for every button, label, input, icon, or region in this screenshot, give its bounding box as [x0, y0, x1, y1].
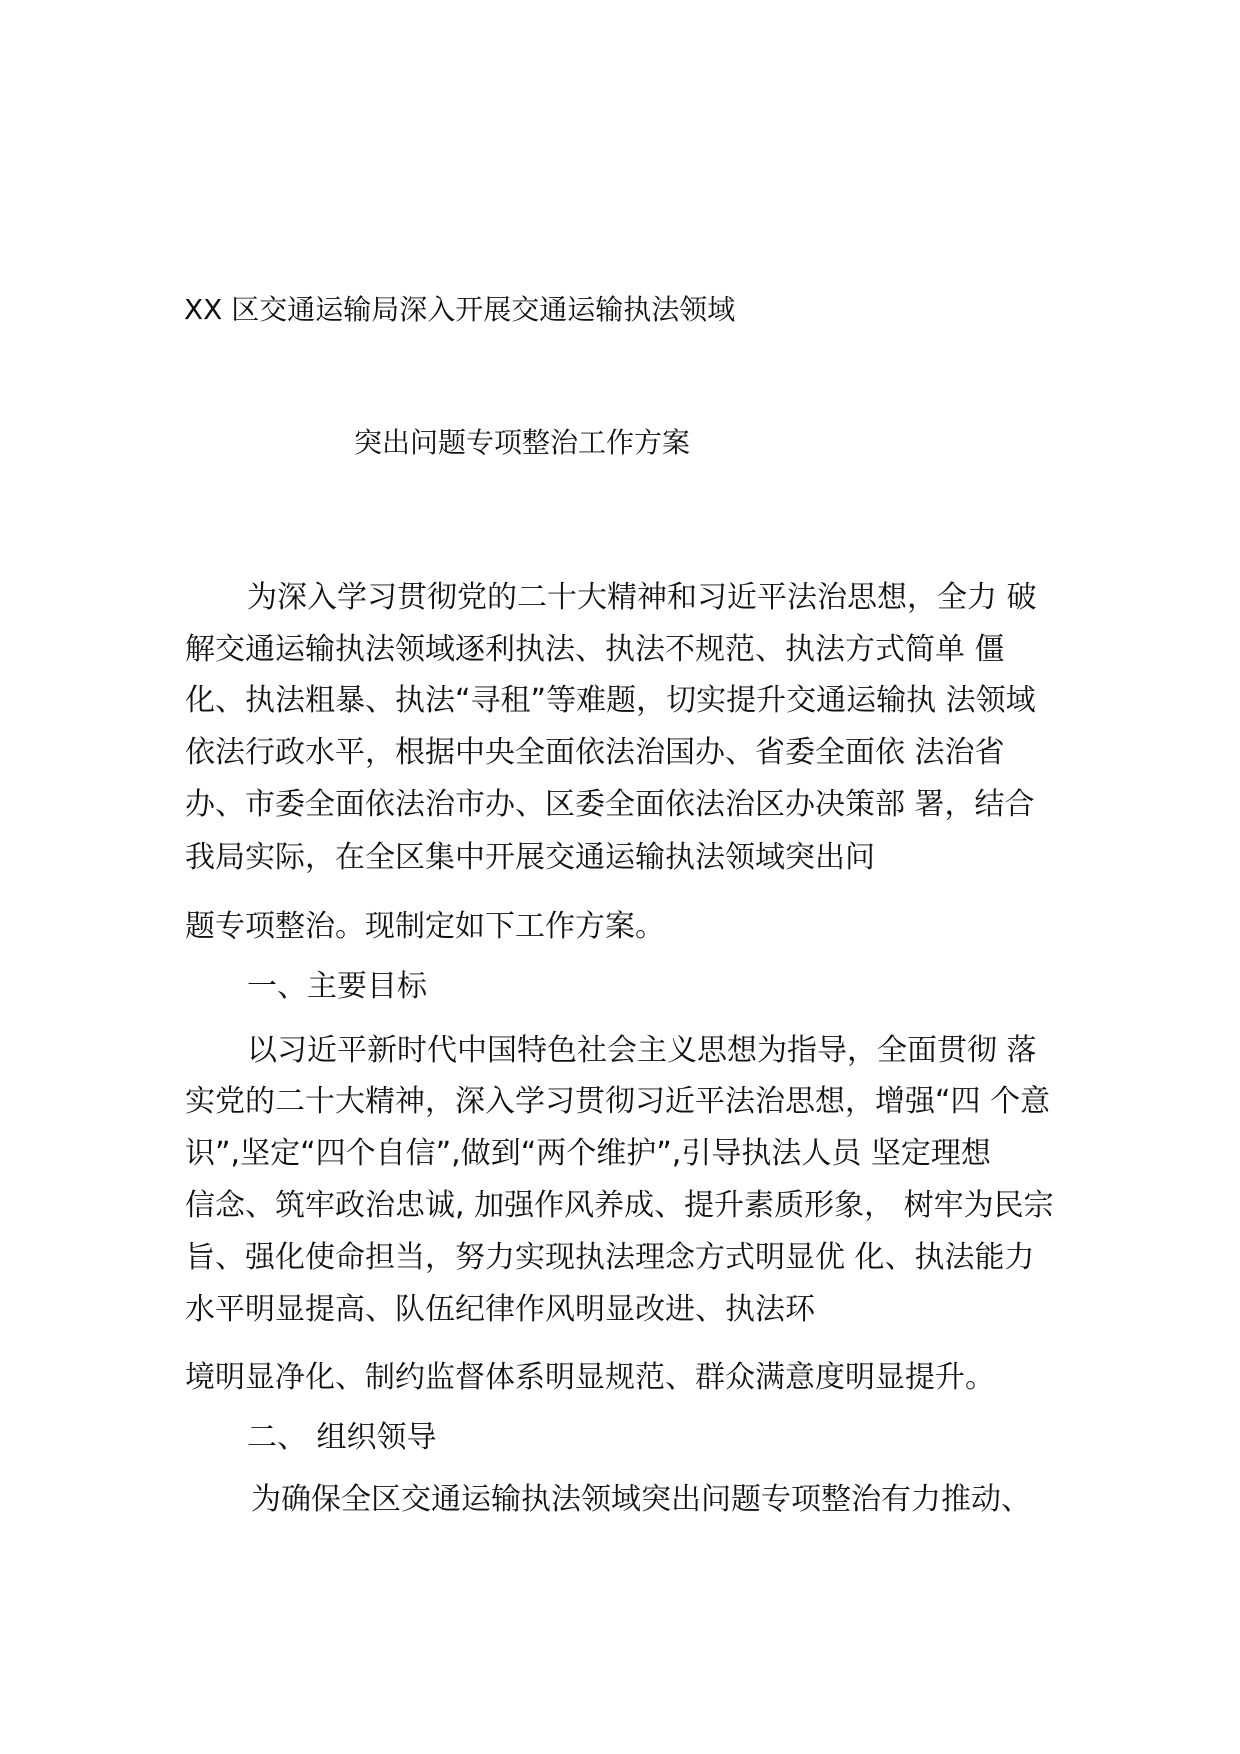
paragraph-line: 我局实际，在全区集中开展交通运输执法领域突出问: [185, 840, 875, 875]
paragraph-line: 化、执法粗暴、执法“寻租”等难题，切实提升交通运输执 法领域: [185, 683, 1036, 718]
document-title-line-1: XX 区交通运输局深入开展交通运输执法领域: [184, 293, 736, 326]
paragraph-line: 识”,坚定“四个自信”,做到“两个维护”,引导执法人员 坚定理想: [185, 1136, 991, 1171]
paragraph-line: 信念、筑牢政治忠诚, 加强作风养成、提升素质形象， 树牢为民宗: [185, 1188, 1054, 1223]
paragraph-line: 题专项整治。现制定如下工作方案。: [185, 909, 665, 944]
paragraph-line: 旨、强化使命担当，努力实现执法理念方式明显优 化、执法能力: [185, 1240, 1035, 1275]
paragraph-line: 实党的二十大精神，深入学习贯彻习近平法治思想，增强“四 个意: [185, 1084, 1051, 1119]
paragraph-line: 以习近平新时代中国特色社会主义思想为指导，全面贯彻 落: [247, 1033, 1037, 1068]
paragraph-line: 境明显净化、制约监督体系明显规范、群众满意度明显提升。: [185, 1360, 995, 1395]
paragraph-line: 办、市委全面依法治市办、区委全面依法治区办决策部 署，结合: [185, 787, 1035, 822]
section-heading: 一、主要目标: [247, 969, 427, 1004]
paragraph-line: 水平明显提高、队伍纪律作风明显改进、执法环: [185, 1292, 815, 1327]
paragraph-line: 为深入学习贯彻党的二十大精神和习近平法治思想，全力 破: [247, 580, 1037, 615]
section-heading: 二、 组织领导: [247, 1420, 437, 1455]
paragraph-line: 为确保全区交通运输执法领域突出问题专项整治有力推动、: [251, 1482, 1031, 1517]
document-title-line-2: 突出问题专项整治工作方案: [354, 426, 691, 459]
paragraph-line: 依法行政水平，根据中央全面依法治国办、省委全面依 法治省: [185, 735, 1005, 770]
paragraph-line: 解交通运输执法领域逐利执法、执法不规范、执法方式简单 僵: [185, 632, 1005, 667]
